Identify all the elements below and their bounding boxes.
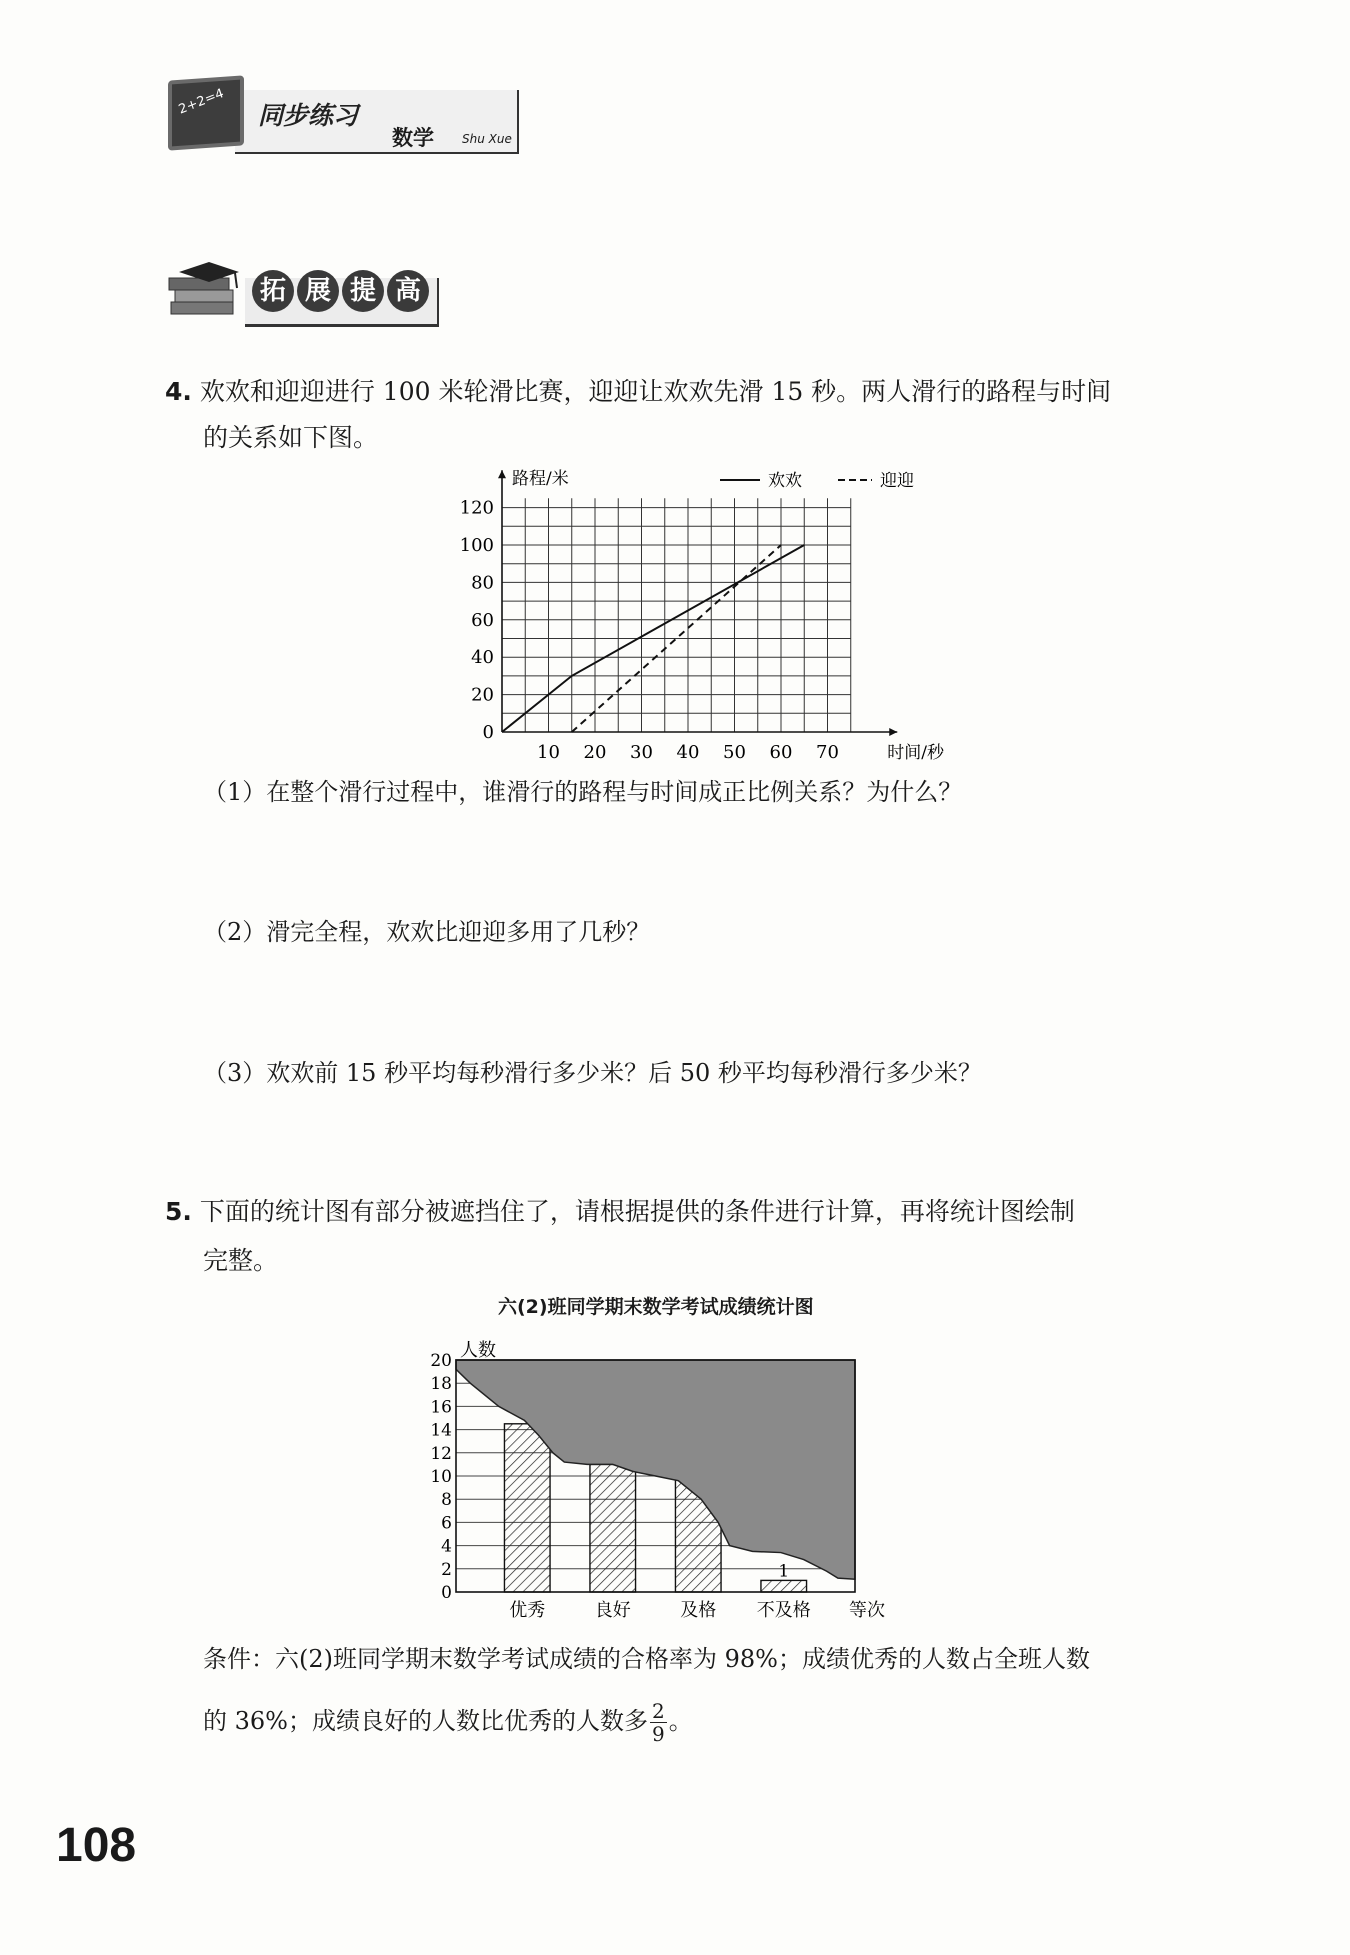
y-tick-label: 120 — [459, 497, 494, 519]
page-number: 108 — [56, 1819, 137, 1872]
y-axis-label: 路程/米 — [512, 469, 569, 490]
section-char: 拓 — [252, 270, 294, 312]
category-label: 优秀 — [509, 1600, 546, 1621]
q4-sub3: （3）欢欢前 15 秒平均每秒滑行多少米？后 50 秒平均每秒滑行多少米？ — [203, 1059, 982, 1087]
y-tick-label: 14 — [430, 1420, 452, 1441]
x-axis-arrow — [889, 728, 897, 736]
chart-legend — [720, 471, 914, 491]
y-tick-label: 100 — [459, 535, 494, 556]
q4-line2: 的关系如下图。 — [203, 423, 379, 452]
x-tick-label: 20 — [583, 742, 607, 762]
chart-grid — [502, 498, 851, 732]
subject-label: 数学 — [392, 126, 434, 150]
q4-number: 4. — [165, 377, 192, 406]
x-tick-label: 70 — [816, 742, 839, 762]
q4-line1: 4. 欢欢和迎迎进行 100 米轮滑比赛，迎迎让欢欢先滑 15 秒。两人滑行的路程与时间 — [165, 377, 1112, 406]
book-title: 同步练习 — [258, 101, 359, 130]
bar-chart-title: 六(2)班同学期末数学考试成绩统计图 — [498, 1296, 814, 1318]
grade-bar-chart — [420, 1328, 980, 1628]
y-tick-label: 18 — [430, 1374, 452, 1395]
legend-label: 迎迎 — [880, 471, 914, 491]
data-label: 1 — [778, 1561, 790, 1582]
bar — [504, 1424, 550, 1592]
bar — [590, 1464, 636, 1592]
x-axis-label: 时间/秒 — [887, 743, 944, 762]
section-char: 提 — [342, 270, 384, 312]
q5-condition-line2: 的 36%；成绩良好的人数比优秀的人数多 $\frac{2}{9}$ 。 — [203, 1699, 693, 1746]
x-tick-label: 30 — [630, 742, 653, 762]
q5-line1: 5. 下面的统计图有部分被遮挡住了，请根据提供的条件进行计算，再将统计图绘制 — [165, 1197, 1075, 1226]
q4-sub2: （2）滑完全程，欢欢比迎迎多用了几秒？ — [203, 918, 651, 946]
y-tick-label: 20 — [430, 1351, 452, 1371]
section-char: 高 — [387, 270, 429, 312]
y-tick-label: 8 — [441, 1490, 452, 1511]
y-tick-label: 4 — [441, 1536, 452, 1557]
y-axis-arrow — [498, 470, 506, 478]
y-tick-label: 40 — [471, 647, 494, 669]
distance-time-chart — [440, 462, 960, 762]
books-icon — [165, 258, 245, 326]
x-tick-label: 50 — [723, 742, 746, 762]
y-axis-label: 人数 — [460, 1340, 496, 1361]
y-tick-label: 2 — [441, 1559, 452, 1580]
y-tick-label: 80 — [471, 572, 494, 594]
legend-label: 欢欢 — [768, 471, 802, 491]
bar — [761, 1580, 807, 1592]
y-tick-label: 20 — [471, 684, 494, 706]
x-tick-label: 10 — [537, 742, 560, 762]
y-tick-label: 16 — [430, 1397, 452, 1418]
q4-sub1: （1）在整个滑行过程中，谁滑行的路程与时间成正比例关系？为什么？ — [203, 778, 963, 806]
subject-pinyin: Shu Xue — [462, 132, 512, 146]
x-tick-label: 40 — [676, 742, 700, 762]
y-tick-label: 60 — [471, 609, 494, 631]
q5-number: 5. — [165, 1197, 192, 1226]
category-label: 不及格 — [756, 1600, 811, 1621]
x-tick-label: 60 — [769, 742, 793, 762]
section-char: 展 — [297, 270, 339, 312]
y-tick-label: 6 — [441, 1513, 452, 1534]
q5-line2: 完整。 — [203, 1246, 279, 1275]
y-tick-label: 10 — [430, 1467, 452, 1487]
y-tick-label: 0 — [441, 1583, 452, 1603]
y-tick-label: 0 — [482, 722, 494, 743]
y-tick-label: 12 — [430, 1443, 452, 1464]
x-axis-label: 等次 — [849, 1600, 885, 1621]
fraction: $\frac{2}{9}$ — [651, 1699, 665, 1746]
category-label: 良好 — [594, 1600, 631, 1621]
q5-condition-line1: 条件：六(2)班同学期末数学考试成绩的合格率为 98%；成绩优秀的人数占全班人数 — [203, 1645, 1090, 1673]
category-label: 及格 — [680, 1600, 717, 1621]
chart-axes — [498, 470, 897, 736]
blackboard-icon: 2+2=4 — [168, 75, 244, 150]
